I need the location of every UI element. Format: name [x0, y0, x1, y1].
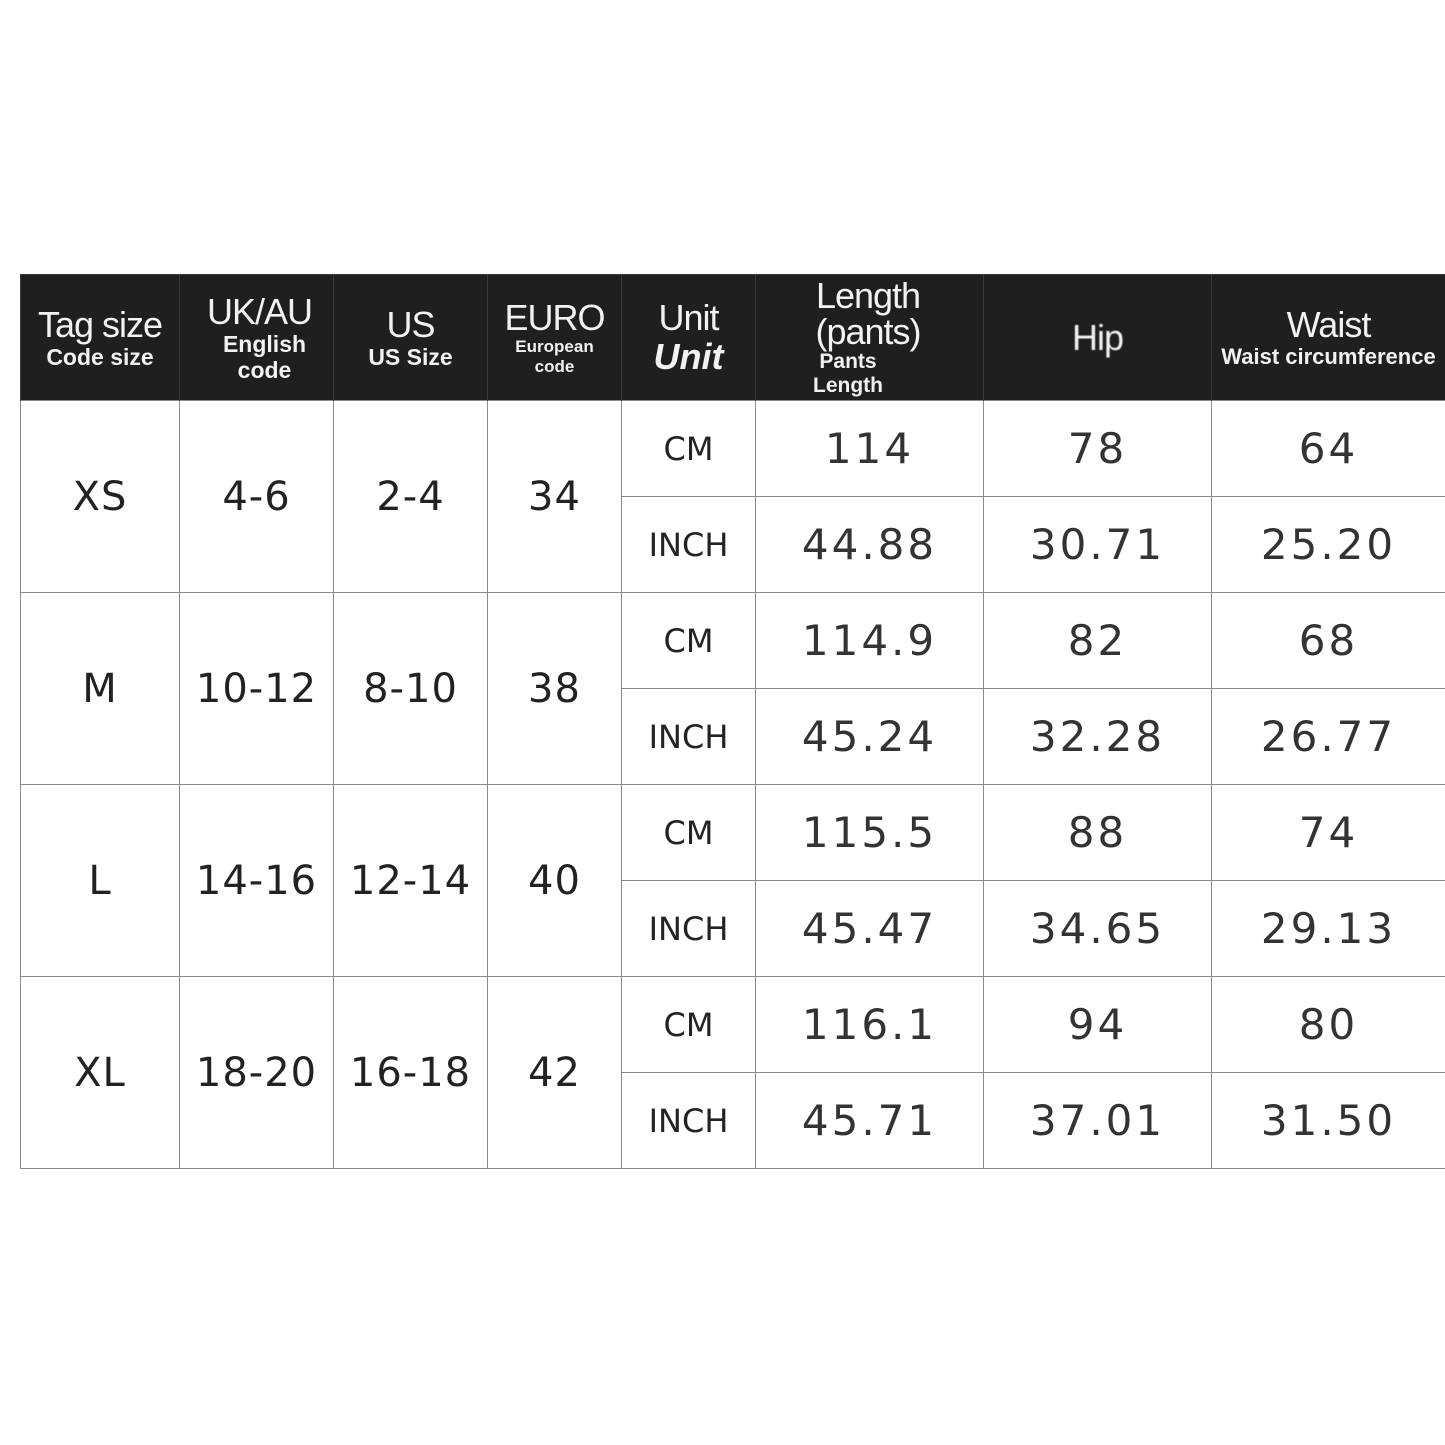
waist-value-cell: 26.77 [1212, 689, 1445, 785]
tag-size-cell: M [21, 593, 180, 785]
header-us-label: US [386, 303, 435, 345]
waist-value-cell: 74 [1212, 785, 1445, 881]
header-tag-size-sub: Code size [46, 343, 154, 370]
tag-size-cell: L [21, 785, 180, 977]
unit-cell-inch: INCH [622, 1073, 756, 1169]
header-length [756, 275, 984, 401]
header-row [21, 275, 1445, 401]
header-hip-label: Hip [1071, 316, 1124, 358]
table-row [21, 977, 1445, 1073]
table-row [21, 401, 1445, 497]
header-unit-sub: Unit [653, 335, 724, 377]
euro-size-cell: 42 [488, 977, 622, 1169]
table-row [21, 785, 1445, 881]
tag-size-cell: XL [21, 977, 180, 1169]
hip-value-cell: 30.71 [984, 497, 1212, 593]
header-waist-sub: Waist circumference [1221, 344, 1436, 369]
hip-value-cell: 32.28 [984, 689, 1212, 785]
unit-cell-inch: INCH [622, 689, 756, 785]
waist-value-cell: 31.50 [1212, 1073, 1445, 1169]
header-tag-size-label: Tag size [37, 303, 163, 345]
waist-value-cell: 29.13 [1212, 881, 1445, 977]
hip-value-cell: 37.01 [984, 1073, 1212, 1169]
length-value-cell: 45.24 [756, 689, 984, 785]
header-uk-au-label: UK/AU [206, 290, 313, 332]
euro-size-cell: 40 [488, 785, 622, 977]
tag-size-cell: XS [21, 401, 180, 593]
us-size-cell: 16-18 [334, 977, 488, 1169]
table-body [21, 401, 1445, 1169]
header-length-sub: Pants Length [813, 349, 883, 397]
table-row [21, 593, 1445, 689]
hip-value-cell: 78 [984, 401, 1212, 497]
waist-value-cell: 25.20 [1212, 497, 1445, 593]
header-uk-au [180, 275, 334, 401]
length-value-cell: 44.88 [756, 497, 984, 593]
euro-size-cell: 34 [488, 401, 622, 593]
unit-cell-inch: INCH [622, 881, 756, 977]
us-size-cell: 12-14 [334, 785, 488, 977]
unit-cell-cm: CM [622, 401, 756, 497]
header-waist [1212, 275, 1445, 401]
unit-cell-inch: INCH [622, 497, 756, 593]
header-us [334, 275, 488, 401]
length-value-cell: 115.5 [756, 785, 984, 881]
waist-value-cell: 68 [1212, 593, 1445, 689]
unit-cell-cm: CM [622, 785, 756, 881]
euro-size-cell: 38 [488, 593, 622, 785]
unit-cell-cm: CM [622, 593, 756, 689]
size-chart-table [20, 274, 1445, 1169]
hip-value-cell: 88 [984, 785, 1212, 881]
uk-au-size-cell: 14-16 [180, 785, 334, 977]
unit-cell-cm: CM [622, 977, 756, 1073]
header-us-sub: US Size [368, 343, 453, 370]
header-unit [622, 275, 756, 401]
waist-value-cell: 80 [1212, 977, 1445, 1073]
header-euro-sub: European code [515, 336, 594, 376]
header-tag-size [21, 275, 180, 401]
header-length-label: Length (pants) [815, 274, 921, 352]
waist-value-cell: 64 [1212, 401, 1445, 497]
uk-au-size-cell: 10-12 [180, 593, 334, 785]
us-size-cell: 2-4 [334, 401, 488, 593]
header-uk-au-sub: English code [222, 330, 307, 383]
length-value-cell: 45.71 [756, 1073, 984, 1169]
hip-value-cell: 94 [984, 977, 1212, 1073]
header-waist-label: Waist [1286, 304, 1371, 345]
length-value-cell: 114.9 [756, 593, 984, 689]
length-value-cell: 45.47 [756, 881, 984, 977]
header-euro [488, 275, 622, 401]
length-value-cell: 116.1 [756, 977, 984, 1073]
uk-au-size-cell: 18-20 [180, 977, 334, 1169]
header-unit-label: Unit [658, 296, 719, 338]
us-size-cell: 8-10 [334, 593, 488, 785]
header-euro-label: EURO [504, 296, 605, 338]
length-value-cell: 114 [756, 401, 984, 497]
hip-value-cell: 82 [984, 593, 1212, 689]
uk-au-size-cell: 4-6 [180, 401, 334, 593]
hip-value-cell: 34.65 [984, 881, 1212, 977]
header-hip [984, 275, 1212, 401]
